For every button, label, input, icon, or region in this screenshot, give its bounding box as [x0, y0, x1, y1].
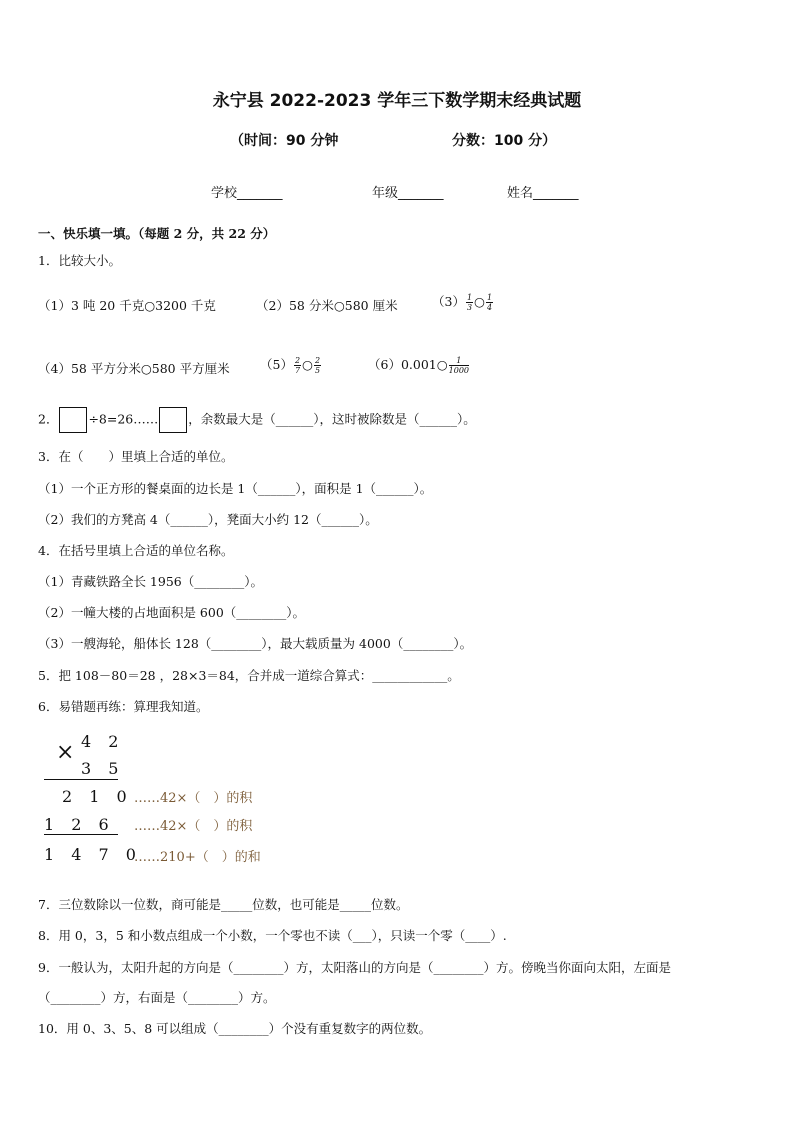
- q2-tail: ，余数最大是（______），这时被除数是（______）。: [188, 411, 476, 427]
- denominator: 1000: [448, 366, 470, 375]
- grade-field[interactable]: 年级_______: [372, 186, 444, 201]
- q2-mid: ÷8=26……: [88, 411, 159, 427]
- q4-line3: （3）一艘海轮，船体长 128（________），最大载质量为 4000（________）。: [38, 636, 473, 651]
- multiplier: 3 5: [81, 759, 125, 778]
- q1-part1: （1）3 吨 20 千克○3200 千克: [38, 298, 216, 313]
- q1-part3-label: （3）: [432, 294, 465, 309]
- page-title: 永宁县 2022-2023 学年三下数学期末经典试题: [212, 91, 582, 111]
- numerator: 1: [466, 293, 473, 302]
- q1-part5-label: （5）: [260, 357, 293, 372]
- denominator: 5: [314, 366, 321, 375]
- note-1: ……42×（ ）的积: [134, 791, 253, 806]
- note-2: ……42×（ ）的积: [134, 819, 253, 834]
- score-info: 分数：100 分）: [452, 133, 557, 149]
- time-info: （时间：90 分钟: [230, 133, 339, 149]
- q10: 10．用 0、3、5、8 可以组成（________）个没有重复数字的两位数。: [38, 1021, 432, 1036]
- q4-line2: （2）一幢大楼的占地面积是 600（________）。: [38, 605, 306, 620]
- multiply-sign: ×: [56, 740, 75, 765]
- note-3: ……210+（ ）的和: [134, 850, 261, 865]
- denominator: 7: [294, 366, 301, 375]
- section-heading: 一、快乐填一填。（每题 2 分，共 22 分）: [38, 226, 276, 241]
- numerator: 1: [449, 356, 469, 366]
- q1-part2: （2）58 分米○580 厘米: [256, 298, 398, 313]
- q3-stem: 3．在（ ）里填上合适的单位。: [38, 449, 234, 464]
- q9-line1: 9．一般认为，太阳升起的方向是（________）方，太阳落山的方向是（________）方。傍晚当你面向太阳，左面是: [38, 960, 671, 975]
- name-field[interactable]: 姓名_______: [507, 186, 579, 201]
- q4-line1: （1）青藏铁路全长 1956（________）。: [38, 574, 263, 589]
- q2-number: 2．: [38, 411, 59, 427]
- q5: 5．把 108－80＝28 ，28×3＝84，合并成一道综合算式：____________。: [38, 668, 460, 683]
- q7: 7．三位数除以一位数，商可能是_____位数，也可能是_____位数。: [38, 897, 409, 912]
- partial-product-2: 1 2 6: [44, 815, 115, 834]
- q1-part6-label: （6）0.001○: [368, 357, 448, 372]
- fraction: [449, 356, 469, 375]
- q1-part3: [432, 292, 494, 312]
- numerator: 2: [314, 356, 321, 365]
- q4-stem: 4．在括号里填上合适的单位名称。: [38, 543, 234, 558]
- school-field[interactable]: 学校_______: [211, 186, 283, 201]
- q8: 8．用 0，3，5 和小数点组成一个小数，一个零也不读（___），只读一个零（____）.: [38, 928, 507, 943]
- answer-box[interactable]: [59, 407, 87, 433]
- q1-part5: [260, 355, 322, 375]
- fraction: [486, 293, 493, 312]
- fraction: [466, 293, 473, 312]
- calc-line: [44, 779, 118, 780]
- q6-stem: 6．易错题再练：算理我知道。: [38, 699, 209, 714]
- answer-box[interactable]: [159, 407, 187, 433]
- q3-line1: （1）一个正方形的餐桌面的边长是 1（______），面积是 1（______）。: [38, 481, 433, 496]
- partial-product-1: 2 1 0: [62, 787, 133, 806]
- denominator: 3: [466, 303, 473, 312]
- q1-part6: [368, 355, 470, 375]
- numerator: 1: [486, 293, 493, 302]
- compare-circle[interactable]: ○: [474, 294, 485, 309]
- q9-line2: （________）方，右面是（________）方。: [38, 990, 276, 1005]
- compare-circle[interactable]: ○: [302, 357, 313, 372]
- fraction: [294, 356, 301, 375]
- calc-line: [44, 834, 118, 835]
- q1-stem: 1．比较大小。: [38, 253, 121, 268]
- q3-line2: （2）我们的方凳高 4（______），凳面大小约 12（______）。: [38, 512, 378, 527]
- q1-part4: （4）58 平方分米○580 平方厘米: [38, 361, 230, 376]
- multiplicand: 4 2: [81, 732, 125, 751]
- fraction: [314, 356, 321, 375]
- final-product: 1 4 7 0: [44, 845, 142, 864]
- q2: [38, 407, 476, 433]
- denominator: 4: [486, 303, 493, 312]
- numerator: 2: [294, 356, 301, 365]
